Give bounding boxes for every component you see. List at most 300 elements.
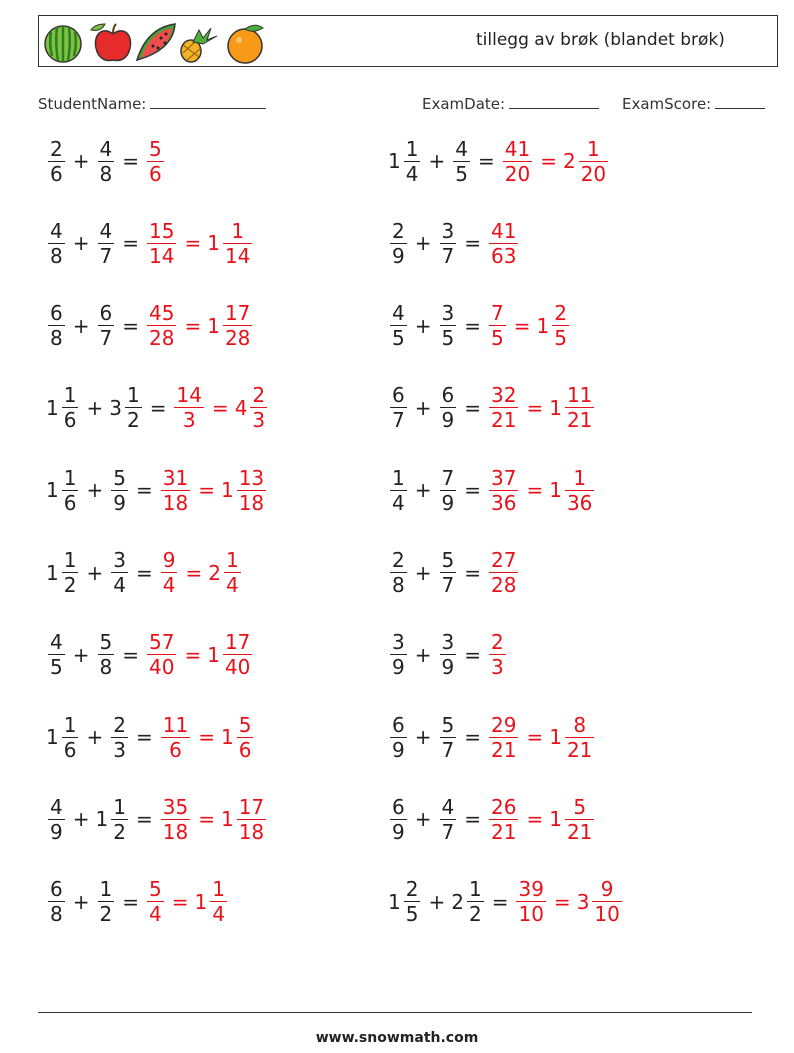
problem-row [388,625,508,685]
fraction [489,383,518,432]
numerator: 11 [566,383,593,408]
numerator: 39 [518,877,544,902]
fraction [147,630,176,679]
numerator: 11 [162,712,189,737]
problem-row [46,213,254,273]
numerator: 2 [50,136,63,161]
fraction [48,137,65,186]
denominator: 8 [99,161,113,186]
answer [159,548,243,597]
denominator: 9 [441,490,455,515]
fraction [390,383,407,432]
fruit-icons [43,20,283,64]
plus-sign: + [414,725,432,750]
numerator: 4 [392,301,405,326]
improper-answer [487,466,520,515]
addend-a [388,383,409,432]
improper-answer [514,877,547,926]
problem-row [46,543,243,603]
mixed-answer [221,466,268,515]
denominator: 36 [566,490,593,515]
numerator: 26 [491,794,517,819]
denominator: 9 [113,490,126,515]
addend-b [451,877,485,926]
fraction [111,466,128,515]
improper-answer [159,548,180,597]
numerator: 29 [491,712,517,737]
addend-b [96,137,117,186]
equals-sign: = [540,149,557,173]
plus-sign: + [414,395,432,420]
denominator: 18 [162,819,189,844]
equals-sign: = [464,560,481,585]
mixed-answer [221,795,268,844]
fraction [453,137,470,186]
improper-answer [145,219,178,268]
fraction [390,795,407,844]
fraction [440,795,457,844]
fraction [489,301,506,350]
denominator: 8 [50,326,63,351]
whole-number: 3 [576,889,590,914]
fraction [48,795,65,844]
answer [145,137,166,186]
equals-sign: = [198,807,215,832]
whole-number: 4 [234,395,248,420]
equals-sign: = [122,642,139,667]
addend-b [109,713,130,762]
mixed-answer [563,137,610,186]
numerator: 1 [63,465,77,490]
fraction [62,466,79,515]
exam-date-blank[interactable] [509,94,599,109]
improper-answer [487,795,520,844]
answer [172,383,269,432]
problem-row [388,296,571,356]
improper-answer [145,630,178,679]
numerator: 4 [50,218,63,243]
answer [145,301,254,350]
fraction [390,548,407,597]
numerator: 5 [99,630,113,655]
equals-sign: = [135,725,153,750]
denominator: 2 [126,408,140,433]
plus-sign: + [86,725,104,750]
denominator: 4 [149,902,162,927]
equals-sign: = [526,395,544,420]
equals-sign: = [553,889,571,914]
fraction [404,877,421,926]
problem-row [388,543,520,603]
addend-b [438,795,459,844]
fraction [565,795,594,844]
equals-sign: = [477,149,495,173]
plus-sign: + [414,642,432,667]
denominator: 2 [113,819,126,844]
denominator: 6 [169,737,182,762]
equals-sign: = [198,478,215,503]
numerator: 1 [392,465,405,490]
denominator: 5 [491,326,504,351]
plus-sign: + [86,560,104,585]
denominator: 7 [441,243,455,268]
numerator: 4 [99,136,113,161]
denominator: 21 [491,819,517,844]
fraction [147,877,164,926]
equals-sign: = [464,478,481,503]
fraction [237,795,266,844]
equals-sign: = [171,889,189,914]
denominator: 28 [491,573,517,597]
answer [514,877,623,926]
denominator: 8 [392,573,405,597]
student-name-field [38,94,266,113]
addend-b [438,219,459,268]
denominator: 9 [392,819,405,844]
problem-row [388,378,596,438]
fraction [552,301,569,350]
denominator: 6 [50,161,63,186]
fraction [489,795,518,844]
equals-sign: = [198,725,215,750]
answer [145,219,254,268]
footer-divider [38,1012,752,1013]
denominator: 5 [392,326,405,351]
whole-number: 1 [549,395,562,420]
fraction [440,219,457,268]
whole-number: 1 [46,478,59,503]
problem-row [388,131,610,191]
equals-sign: = [149,395,167,420]
numerator: 7 [491,301,504,326]
denominator: 6 [63,490,77,515]
equals-sign: = [464,231,481,256]
plus-sign: + [414,560,432,585]
plus-sign: + [428,889,446,914]
denominator: 4 [405,161,419,186]
numerator: 1 [113,794,126,819]
denominator: 21 [566,408,593,433]
fraction [161,713,190,762]
numerator: 8 [573,712,587,737]
whole-number: 1 [220,478,234,503]
numerator: 2 [252,383,266,408]
equals-sign: = [122,231,139,256]
improper-answer [159,466,192,515]
numerator: 2 [113,712,126,737]
addend-a [46,383,80,432]
addend-b [96,219,117,268]
fraction [98,877,115,926]
numerator: 5 [113,465,126,490]
whole-number: 1 [549,478,562,503]
numerator: 5 [441,548,455,572]
whole-number: 1 [207,313,220,338]
fraction [224,548,241,597]
numerator: 1 [468,877,482,902]
numerator: 2 [405,877,419,902]
numerator: 1 [573,465,587,490]
whole-number: 2 [562,149,576,173]
numerator: 15 [149,218,175,243]
denominator: 8 [50,902,63,927]
answer [487,713,596,762]
whole-number: 1 [536,313,550,338]
answer [159,795,268,844]
fraction [48,301,65,350]
addend-b [438,713,459,762]
addend-a [46,466,80,515]
denominator: 7 [441,573,455,597]
denominator: 9 [392,737,405,762]
fraction [404,137,421,186]
whole-number: 2 [451,889,464,914]
numerator: 1 [212,877,225,902]
whole-number: 1 [207,231,220,256]
denominator: 2 [468,902,482,927]
numerator: 9 [600,877,614,902]
denominator: 28 [224,326,251,351]
denominator: 28 [149,326,175,351]
addend-b [438,301,459,350]
numerator: 6 [392,383,405,408]
numerator: 1 [231,218,245,243]
fraction [161,466,190,515]
numerator: 1 [126,383,140,408]
mixed-answer [549,795,596,844]
student-name-label: StudentName: [38,95,147,113]
denominator: 21 [491,408,517,433]
addend-a [46,713,80,762]
fraction [210,877,227,926]
denominator: 40 [224,655,251,680]
addend-b [109,548,130,597]
denominator: 6 [63,408,77,433]
answer [145,630,254,679]
denominator: 63 [491,243,517,268]
denominator: 4 [212,902,225,927]
numerator: 3 [392,630,405,655]
improper-answer [145,877,166,926]
improper-answer [145,137,166,186]
fraction [174,383,203,432]
denominator: 5 [455,161,468,186]
denominator: 3 [491,655,504,680]
numerator: 17 [238,794,265,819]
numerator: 7 [441,465,455,490]
denominator: 8 [50,243,63,268]
denominator: 2 [99,902,113,927]
plus-sign: + [428,149,446,173]
mixed-answer [537,301,571,350]
equals-sign: = [122,313,139,338]
denominator: 3 [252,408,266,433]
fraction [390,301,407,350]
fraction [237,713,254,762]
fraction [147,219,176,268]
problem-row [388,707,596,767]
addend-a [46,630,67,679]
fraction [440,301,457,350]
problem-row [388,789,596,849]
numerator: 1 [63,383,77,408]
numerator: 37 [491,465,517,490]
denominator: 7 [392,408,405,433]
numerator: 1 [225,548,239,572]
problem-row [388,460,596,520]
fraction [111,548,128,597]
numerator: 41 [491,218,517,243]
denominator: 20 [504,161,531,186]
denominator: 7 [441,737,455,762]
numerator: 1 [587,136,600,161]
denominator: 10 [594,902,620,927]
problem-row [46,131,166,191]
denominator: 7 [441,819,455,844]
problem-row [46,378,269,438]
answer [487,301,571,350]
numerator: 41 [504,136,531,161]
fraction [440,548,457,597]
numerator: 3 [441,301,455,326]
denominator: 5 [441,326,455,351]
exam-date-label: ExamDate: [422,95,506,113]
fraction [98,630,115,679]
fraction [390,219,407,268]
numerator: 6 [99,301,113,326]
addend-b [96,877,117,926]
equals-sign: = [122,889,139,914]
answer [159,713,256,762]
denominator: 18 [238,819,265,844]
equals-sign: = [491,889,509,914]
fraction [223,301,252,350]
whole-number: 1 [207,642,220,667]
numerator: 32 [491,383,517,408]
fraction [565,466,594,515]
improper-answer [159,713,192,762]
exam-score-field [622,94,765,113]
denominator: 14 [149,243,175,268]
fraction [62,548,79,597]
numerator: 4 [99,218,113,243]
equals-sign: = [526,807,544,832]
answer [159,466,268,515]
numerator: 17 [224,630,251,655]
improper-answer [487,219,520,268]
numerator: 6 [392,712,405,737]
exam-score-blank[interactable] [715,94,765,109]
addend-a [46,301,67,350]
improper-answer [487,713,520,762]
numerator: 4 [50,630,63,655]
fraction [579,137,608,186]
worksheet-title: tillegg av brøk (blandet brøk) [476,30,725,50]
plus-sign: + [414,231,432,256]
numerator: 6 [392,794,405,819]
numerator: 27 [491,548,517,572]
answer [487,383,596,432]
plus-sign: + [414,313,432,338]
mixed-answer [207,219,254,268]
numerator: 3 [113,548,126,572]
answer [487,795,596,844]
mixed-answer [549,383,596,432]
student-name-blank[interactable] [150,94,266,109]
numerator: 5 [149,136,162,161]
addend-b [96,301,117,350]
problem-row [46,296,254,356]
denominator: 10 [518,902,544,927]
whole-number: 1 [549,807,562,832]
numerator: 2 [392,548,405,572]
numerator: 2 [491,630,504,655]
fraction [111,713,128,762]
numerator: 35 [162,794,189,819]
denominator: 8 [99,655,113,680]
denominator: 40 [149,655,175,680]
improper-answer [487,383,520,432]
denominator: 4 [392,490,405,515]
fraction [390,466,407,515]
answer [487,466,596,515]
fraction [440,713,457,762]
denominator: 6 [63,737,77,762]
denominator: 14 [224,243,251,268]
whole-number: 1 [388,149,401,173]
numerator: 1 [63,548,77,572]
equals-sign: = [135,560,153,585]
mixed-answer [577,877,624,926]
numerator: 5 [573,794,587,819]
denominator: 21 [566,737,593,762]
denominator: 9 [50,819,63,844]
equals-sign: = [464,395,481,420]
fraction [62,713,79,762]
fraction [147,137,164,186]
fraction [62,383,79,432]
addend-a [46,219,67,268]
improper-answer [159,795,192,844]
addend-b [438,630,459,679]
equals-sign: = [184,642,202,667]
addend-b [109,466,130,515]
whole-number: 1 [46,395,59,420]
addend-a [388,713,409,762]
fraction [237,466,266,515]
denominator: 18 [162,490,189,515]
addend-b [109,383,143,432]
improper-answer [172,383,205,432]
fraction [440,383,457,432]
whole-number: 1 [46,725,59,750]
denominator: 36 [491,490,517,515]
denominator: 6 [238,737,252,762]
fraction [250,383,267,432]
whole-number: 1 [549,725,562,750]
fraction [111,795,128,844]
exam-score-label: ExamScore: [622,95,712,113]
apple-icon [91,24,131,61]
denominator: 4 [162,573,176,597]
addend-b [438,466,459,515]
equals-sign: = [526,725,544,750]
fraction [565,713,594,762]
mixed-answer [235,383,269,432]
orange-icon [228,25,263,63]
numerator: 4 [50,794,63,819]
fraction [565,383,594,432]
